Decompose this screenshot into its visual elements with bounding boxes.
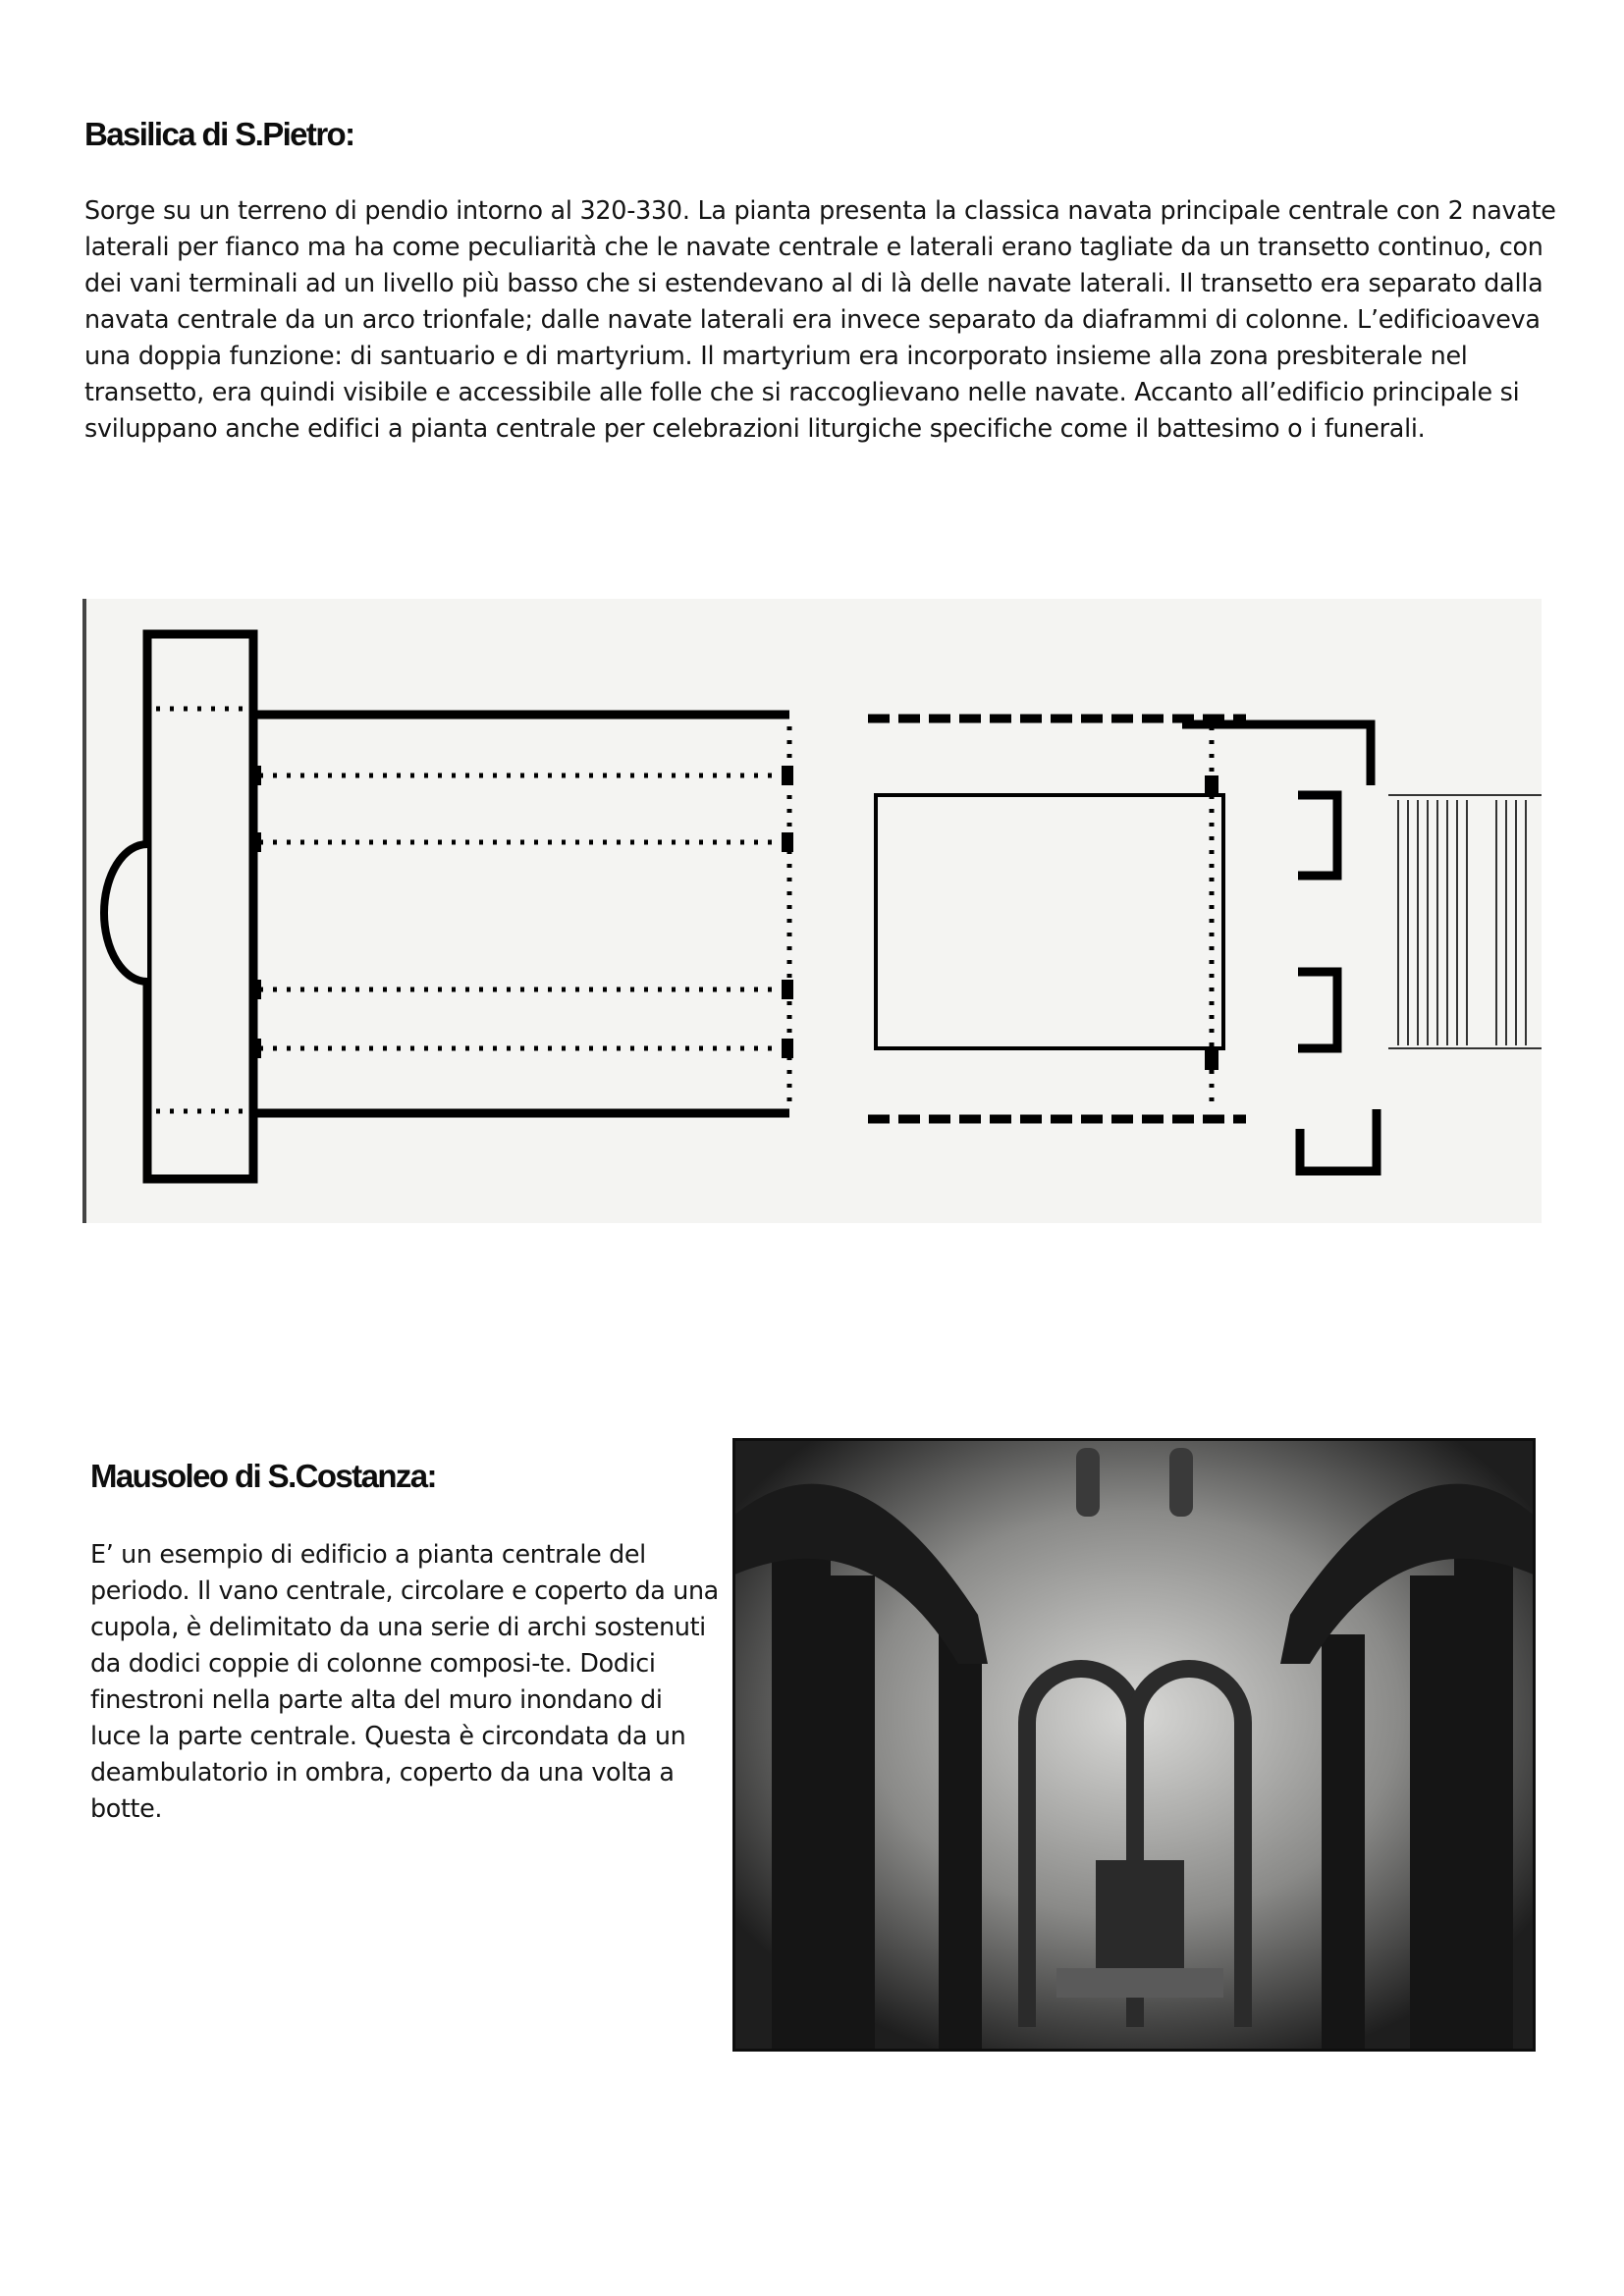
- section-title-basilica: Basilica di S.Pietro:: [84, 116, 354, 152]
- section-body-mausoleo: E’ un esempio di edificio a pianta centrale del periodo. Il vano centrale, circolare e coperto da una cupola, è delimitato da una serie di archi sostenuti da dodici coppie di colonne composi-te. Dodici finestroni nella parte alta del muro inondano di luce la parte centrale. Questa è circondata da un deambulatorio in ombra, coperto da una volta a botte.: [90, 1539, 719, 1823]
- section-title-mausoleo: Mausoleo di S.Costanza:: [90, 1458, 436, 1494]
- section-body-basilica: Sorge su un terreno di pendio intorno al 320-330. La pianta presenta la classica navata principale centrale con 2 navate laterali per fianco ma ha come peculiarità che le navate centrale e laterali erano tagliate da un transetto continuo, con dei vani terminali ad un livello più basso che si estendevano al di là delle navate laterali. Il transetto era separato dalla navata centrale da un arco trionfale; dalle navate laterali era invece separato da diaframmi di colonne. L’edificioaveva una doppia funzione: di santuario e di martyrium. Il martyrium era incorporato insieme alla zona presbiterale nel transetto, era quindi visibile e accessibile alle folle che si raccoglievano nelle navate. Accanto all’edificio principale si sviluppano anche edifici a pianta centrale per celebrazioni liturgiche specifiche come il battesimo o i funerali.: [84, 195, 1556, 443]
- mausoleum-interior-photo: [732, 1438, 1536, 2052]
- basilica-floor-plan: [82, 599, 1542, 1223]
